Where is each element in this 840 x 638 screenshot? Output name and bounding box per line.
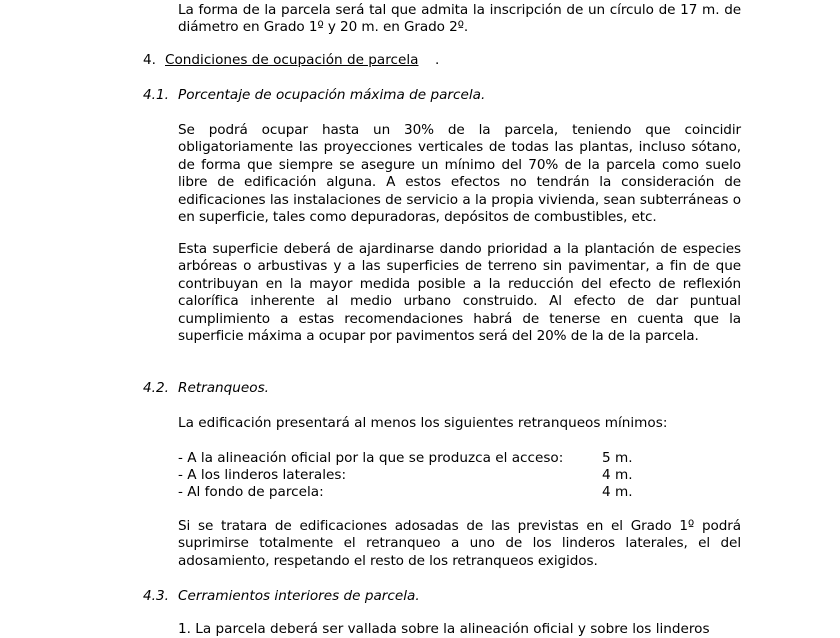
setback-label: - Al fondo de parcela: (178, 484, 324, 500)
section-4-2-number: 4.2. (143, 380, 169, 396)
section-4-number: 4. (143, 52, 156, 68)
setbacks-intro: La edificación presentará al menos los siguientes retranqueos mínimos: (178, 415, 668, 431)
section-4-1-paragraph-2: Esta superficie deberá de ajardinarse dando prioridad a la plantación de especies arbóreas o arbustivas y a las superficies de terreno sin pavimentar, a fin de que contribuyan en la mayor medida posible a la reducción del efecto de reflexión calorífica inherente al medio urbano construido. Al efecto de dar puntual cumplimiento a estas recomendaciones habrá de tenerse en cuenta que la superficie máxima a ocupar por pavimentos será del 20% de la de la parcela. (178, 241, 741, 345)
intro-paragraph: La forma de la parcela será tal que admita la inscripción de un círculo de 17 m. de diámetro en Grado 1º y 20 m. en Grado 2º. (178, 2, 741, 36)
setback-value: 5 m. (602, 450, 633, 466)
section-4-2-paragraph: Si se tratara de edificaciones adosadas de las previstas en el Grado 1º podrá suprimirse totalmente el retranqueo a uno de los linderos laterales, el del adosamiento, respetando el resto de los retranqueos exigidos. (178, 518, 741, 569)
section-4-title: Condiciones de ocupación de parcela (165, 52, 419, 68)
section-4-3-title: Cerramientos interiores de parcela. (178, 588, 420, 604)
section-4-1-paragraph-1: Se podrá ocupar hasta un 30% de la parcela, teniendo que coincidir obligatoriamente las proyecciones verticales de todas las plantas, incluso sótano, de forma que siempre se asegure un mínimo del 70% de la parcela como suelo libre de edificación alguna. A estos efectos no tendrán la consideración de edificaciones las instalaciones de servicio a la propia vivienda, sean subterráneas o en superficie, tales como depuradoras, depósitos de combustibles, etc. (178, 122, 741, 226)
section-4-2-title: Retranqueos. (178, 380, 270, 396)
section-4-1-number: 4.1. (143, 87, 169, 103)
section-4-1-title: Porcentaje de ocupación máxima de parcela. (178, 87, 486, 103)
setback-label: - A la alineación oficial por la que se produzca el acceso: (178, 450, 564, 466)
setback-value: 4 m. (602, 484, 633, 500)
section-4-3-partial-line: 1. La parcela deberá ser vallada sobre la alineación oficial y sobre los linderos (178, 621, 710, 637)
setback-label: - A los linderos laterales: (178, 467, 347, 483)
section-4-3-number: 4.3. (143, 588, 169, 604)
setback-value: 4 m. (602, 467, 633, 483)
section-4-period: . (435, 52, 440, 68)
